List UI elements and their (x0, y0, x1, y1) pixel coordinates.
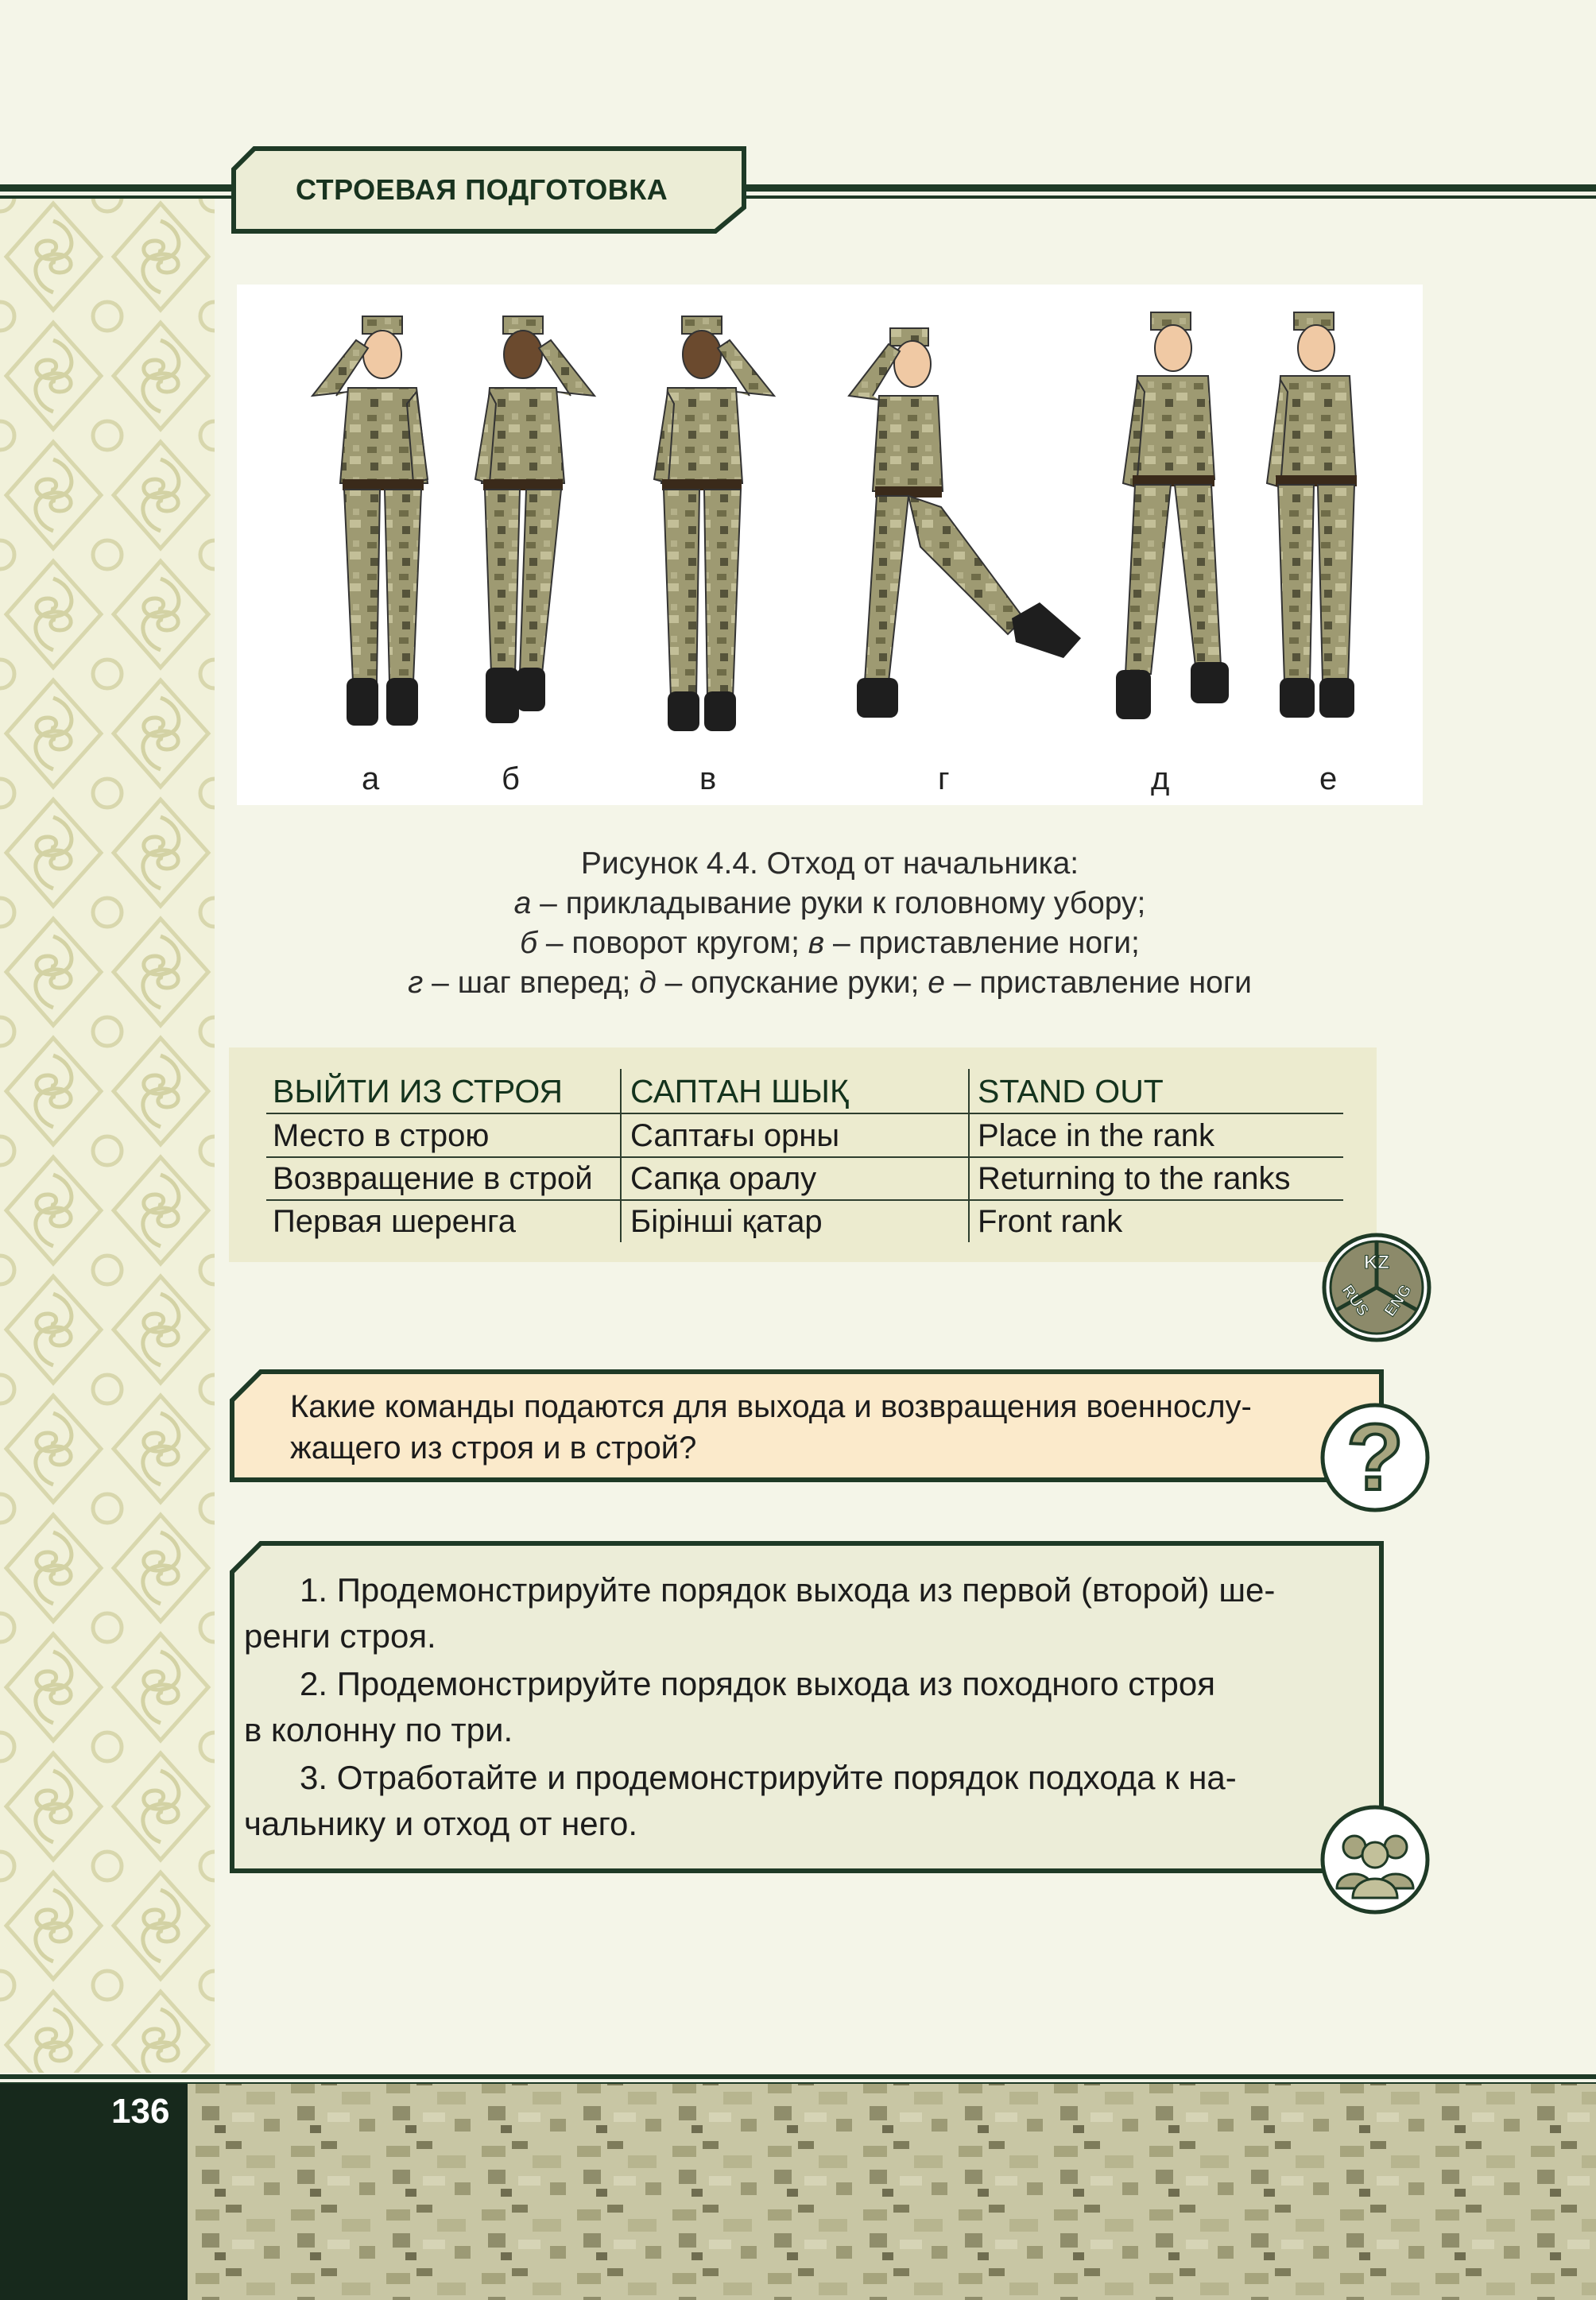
soldier-b (475, 316, 595, 723)
task-item-2 (244, 1661, 1368, 1753)
caption-text-e: – приставление ноги (944, 966, 1252, 1000)
task-item-3 (244, 1755, 1368, 1847)
figure-letter-d: д (1151, 761, 1170, 796)
glossary-col-divider (620, 1069, 622, 1242)
glossary-row-3-kz: Бірінші қатар (630, 1204, 823, 1239)
glossary-row-3-eng: Front rank (978, 1204, 1123, 1239)
svg-text:?: ? (1346, 1405, 1404, 1510)
figure-soldier-poses (237, 285, 1423, 805)
glossary-row-2-kz: Сапқа оралу (630, 1161, 817, 1196)
badge-kz: KZ (1364, 1252, 1389, 1273)
glossary-divider (266, 1156, 1343, 1158)
caption-text-g: – шаг вперед; (423, 966, 640, 1000)
caption-text-v: – приставление ноги; (824, 926, 1140, 960)
question-text (290, 1386, 1323, 1469)
figure-letter-e: е (1319, 761, 1338, 796)
task-1-line-1: Продемонстрируйте порядок выхода из первой (второй) ше- (336, 1571, 1276, 1609)
question-line-1: Какие команды подаются для выхода и возвращения военнослу- (290, 1389, 1252, 1424)
glossary-row-2-eng: Returning to the ranks (978, 1161, 1291, 1196)
section-title: СТРОЕВАЯ ПОДГОТОВКА (296, 173, 668, 206)
soldier-d (1116, 312, 1229, 719)
soldier-e (1267, 312, 1357, 718)
glossary-divider (266, 1113, 1343, 1114)
task-3-line-2: чальнику и отход от него. (244, 1805, 638, 1842)
figure-letter-g: г (938, 761, 950, 796)
caption-key-a: а (513, 886, 532, 920)
caption-key-b: б (520, 926, 538, 960)
badge-eng: ENG (1381, 1281, 1416, 1320)
task-2-line-2: в колонну по три. (244, 1711, 513, 1748)
figure-letter-v: в (699, 761, 717, 796)
caption-key-e: е (928, 966, 945, 1000)
task-3-line-1: Отработайте и продемонстрируйте порядок подхода к на- (336, 1759, 1237, 1796)
task-2-number: 2. (300, 1665, 328, 1702)
caption-key-v: в (808, 926, 825, 960)
page-number: 136 (111, 2092, 170, 2131)
caption-text-b: – поворот кругом; (537, 926, 808, 960)
caption-text-a: – прикладывание руки к головному убору; (531, 886, 1146, 920)
glossary-row-1-kz: Саптағы орны (630, 1118, 840, 1153)
glossary-divider (266, 1199, 1343, 1201)
caption-key-d: д (639, 966, 657, 1000)
figure-letter-a: а (362, 761, 380, 796)
glossary-header-rus: ВЫЙТИ ИЗ СТРОЯ (273, 1073, 563, 1109)
question-line-2: жащего из строя и в строй? (290, 1431, 697, 1466)
glossary-col-divider (968, 1069, 970, 1242)
ornament-column (0, 197, 215, 2073)
glossary-row-1-eng: Place in the rank (978, 1118, 1214, 1153)
caption-key-g: г (408, 966, 424, 1000)
glossary-header-eng: STAND OUT (978, 1073, 1164, 1109)
figure-caption-line-1 (237, 886, 1423, 921)
task-item-1 (244, 1567, 1368, 1659)
footer-camo-band (0, 2074, 1596, 2300)
caption-text-d: – опускание руки; (656, 966, 928, 1000)
task-2-line-1: Продемонстрируйте порядок выхода из походного строя (336, 1665, 1215, 1702)
glossary-header-kz: САПТАН ШЫҚ (630, 1073, 849, 1109)
soldier-g (849, 328, 1081, 718)
task-1-line-2: ренги строя. (244, 1617, 436, 1655)
group-work-icon (1318, 1802, 1433, 1918)
glossary-row-2-rus: Возвращение в строй (273, 1161, 593, 1196)
language-badge-icon (1319, 1230, 1435, 1346)
ornament-pattern (0, 197, 215, 2073)
figure-caption-title: Рисунок 4.4. Отход от начальника: (580, 846, 1079, 881)
glossary-row-1-rus: Место в строю (273, 1118, 490, 1153)
glossary-row-3-rus: Первая шеренга (273, 1204, 516, 1239)
soldier-v (654, 316, 774, 731)
figure-letter-b: б (502, 761, 520, 796)
figure-caption-line-2 (237, 926, 1423, 961)
soldier-illustration (237, 285, 1423, 805)
task-3-number: 3. (300, 1759, 328, 1796)
soldier-a (312, 316, 428, 726)
badge-rus: RUS (1338, 1281, 1373, 1320)
figure-caption-line-3 (237, 966, 1423, 1001)
task-1-number: 1. (300, 1571, 328, 1609)
question-mark-icon (1318, 1400, 1433, 1516)
